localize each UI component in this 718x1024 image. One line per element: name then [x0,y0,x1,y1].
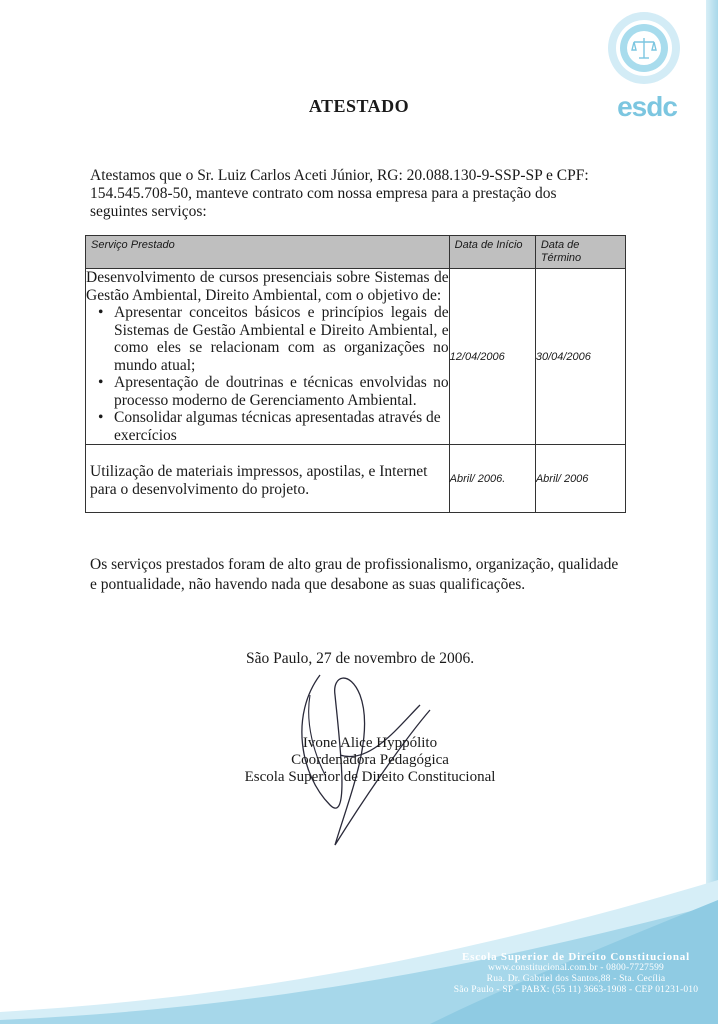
table-row [86,445,626,513]
footer-city: São Paulo - SP - PABX: (55 11) 3663-1908 - CEP 01231-010 [453,985,699,995]
place-and-date: São Paulo, 27 de novembro de 2006. [246,650,475,667]
start-date: 12/04/2006 [449,269,535,445]
closing-paragraph: Os serviços prestados foram de alto grau de profissionalismo, organização, qualidade e pontualidade, não havendo nada que desabone as suas qualificações. [90,556,619,593]
table-row [86,269,626,445]
end-date: Abril/ 2006 [535,445,625,513]
intro-paragraph: Atestamos que o Sr. Luiz Carlos Aceti Júnior, RG: 20.088.130-9-SSP-SP e CPF: 154.545.708-50, manteve contrato com nossa empresa para a prestação dos seguintes serviços: [90,167,589,220]
signatory-role: Coordenadora Pedagógica [291,752,449,768]
signatory-name: Ivone Alice Hyppólito [302,735,438,751]
table-header-row [86,236,626,269]
signatory-institution: Escola Superior de Direito Constitucional [244,769,496,785]
document-title: ATESTADO [308,96,410,116]
logo-wordmark: esdc [617,91,677,122]
signature-block [200,735,540,786]
logo-seal-icon [606,10,682,86]
start-date: Abril/ 2006. [449,445,535,513]
footer-web-phone: www.constitucional.com.br - 0800-7727599 [488,963,664,973]
service-objectives-list [86,304,449,444]
list-item: • Consolidar algumas técnicas apresentadas através de exercícios [114,409,449,444]
header-service: Serviço Prestado [86,236,450,269]
footer-address: Rua. Dr. Gabriel dos Santos,88 - Sta. Cecília [486,974,666,984]
footer-school-name: Escola Superior de Direito Constitucional [462,951,690,963]
service-description [86,269,450,445]
end-date: 30/04/2006 [535,269,625,445]
list-item: • Apresentar conceitos básicos e princípios legais de Sistemas de Gestão Ambiental e Direito Ambiental, e como eles se relacionam com as organizações no mundo atual; [114,304,449,374]
header-start-date: Data de Início [449,236,535,269]
services-table [85,235,626,513]
header-end-date: Data de Término [535,236,625,269]
footer-contact [445,952,707,996]
service-intro-text: Desenvolvimento de cursos presenciais sobre Sistemas de Gestão Ambiental, Direito Ambiental, com o objetivo de: [86,269,449,304]
list-item: • Apresentação de doutrinas e técnicas envolvidas no processo moderno de Gerenciamento Ambiental. [114,374,449,409]
service-description: Utilização de materiais impressos, apostilas, e Internet para o desenvolvimento do projeto. [86,445,450,513]
footer-wave [0,860,718,1024]
